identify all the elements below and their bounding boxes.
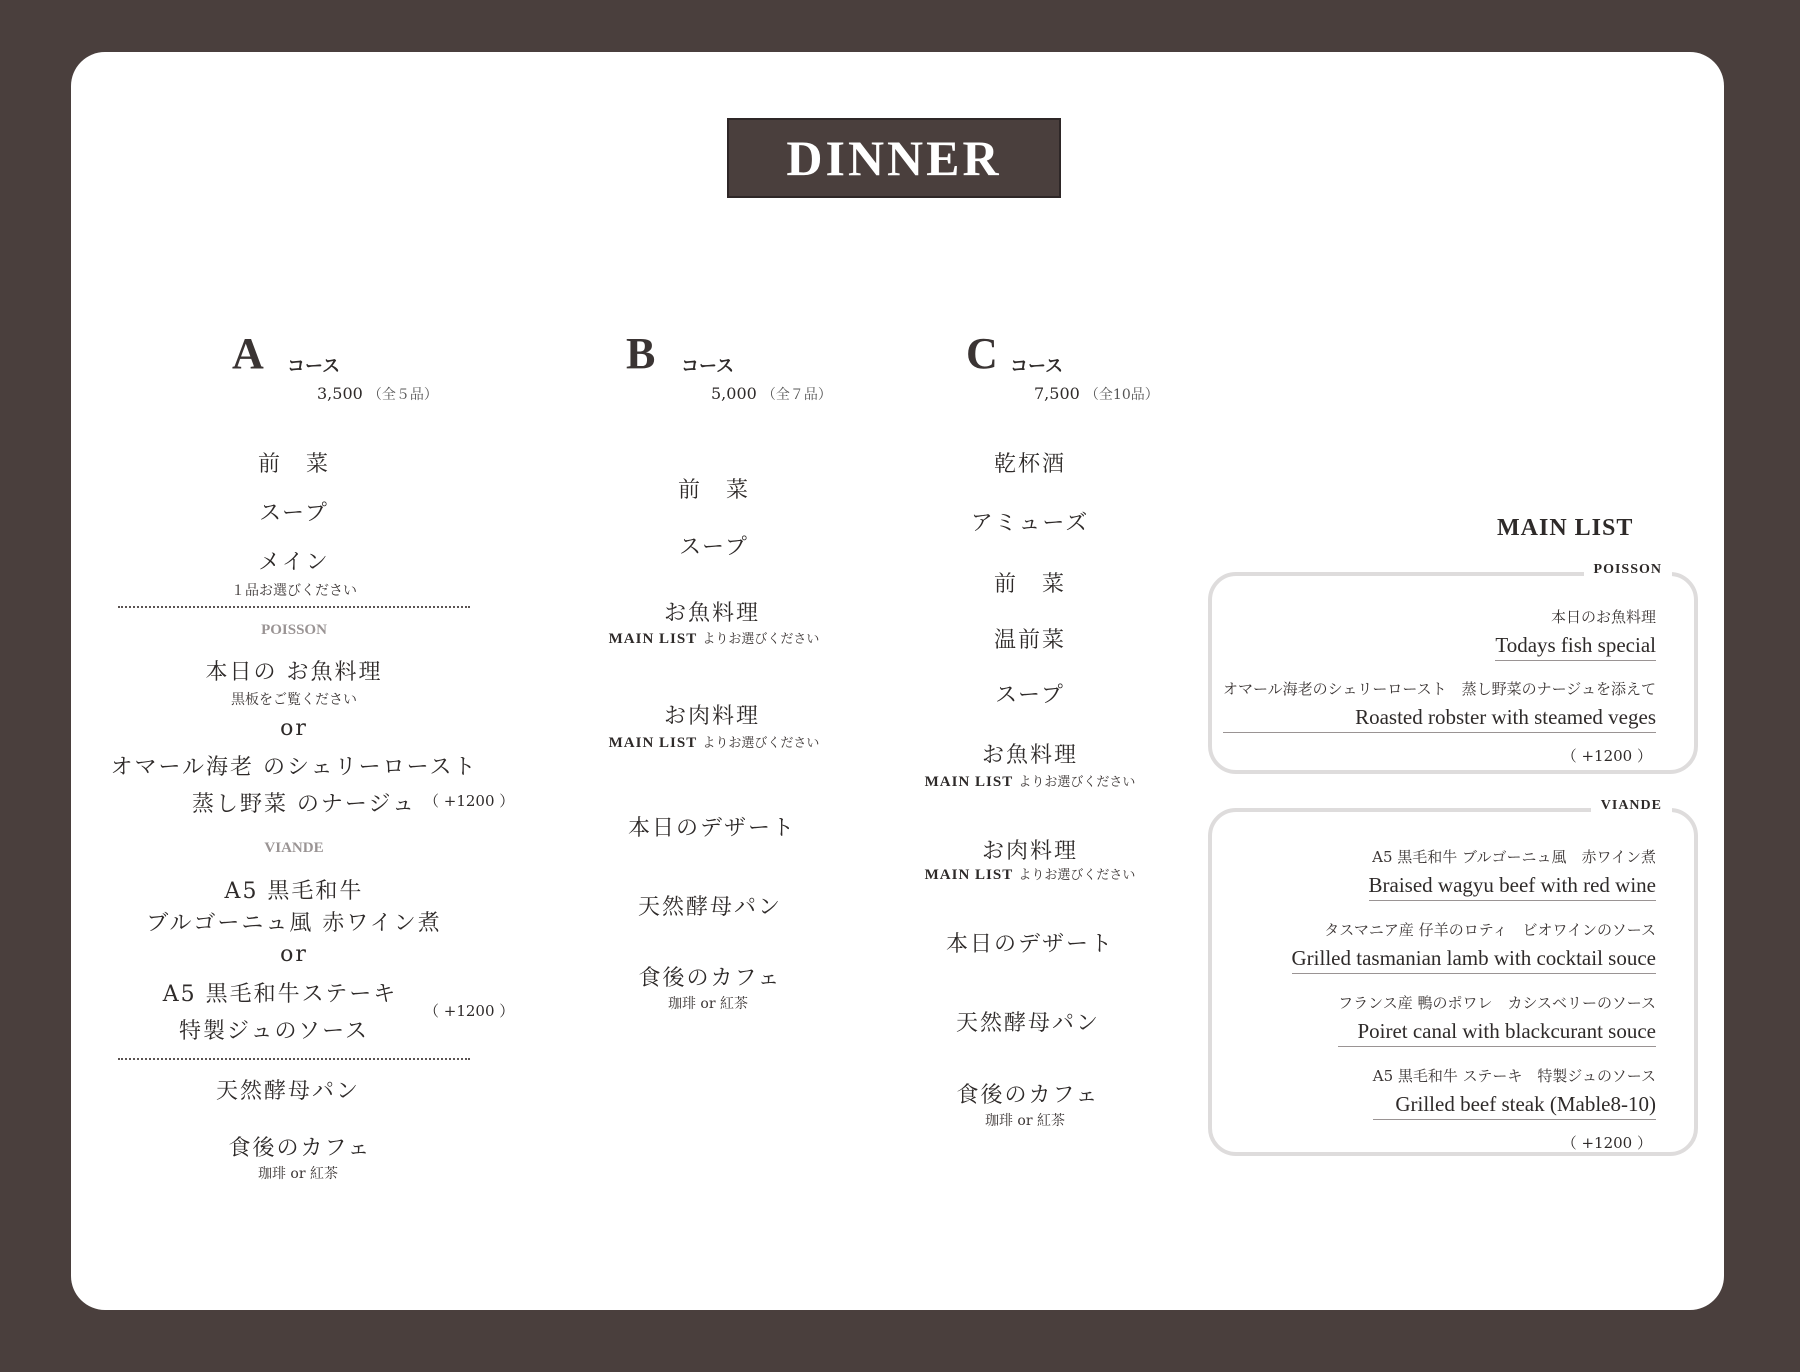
- poisson-item-1-en: Todays fish special: [1495, 633, 1656, 661]
- b-meat-select: [609, 732, 820, 752]
- a-cafe: 食後のカフェ: [228, 1136, 372, 1161]
- viande-item-4-en: Grilled beef steak (Mable8-10): [1373, 1092, 1656, 1120]
- course-b-price: 5,000: [711, 384, 757, 403]
- poisson-box: [1208, 562, 1698, 774]
- b-meat: お肉料理: [663, 704, 761, 729]
- c-toast: 乾杯酒: [993, 452, 1067, 477]
- poisson-item-2-jp: オマール海老のシェリーロースト 蒸し野菜のナージュを添えて: [1222, 680, 1656, 698]
- course-a-letter: A: [232, 329, 264, 378]
- poisson-item-1: [1495, 606, 1656, 661]
- a-divider-top: [118, 606, 470, 608]
- a-lobster-line1: オマール海老 のシェリーロースト: [110, 755, 478, 780]
- a-main: メイン: [258, 550, 330, 575]
- a-lobster-plus: （ +1200 ）: [424, 792, 515, 810]
- a-divider-bottom: [118, 1058, 470, 1060]
- dinner-title-banner: [727, 118, 1061, 198]
- viande-item-1: [1369, 846, 1657, 901]
- a-steak-plus: （ +1200 ）: [424, 1002, 515, 1020]
- c-cafe: 食後のカフェ: [956, 1083, 1100, 1108]
- viande-item-1-en: Braised wagyu beef with red wine: [1369, 873, 1657, 901]
- poisson-item-2: [1223, 678, 1656, 766]
- viande-item-4-jp: A5 黒毛和牛 ステーキ 特製ジュのソース: [1372, 1067, 1656, 1085]
- page-title: DINNER: [786, 130, 1002, 186]
- course-b-letter: B: [626, 329, 656, 378]
- course-c-price-line: [1034, 384, 1159, 404]
- c-soup: スープ: [995, 683, 1065, 708]
- viande-item-3: [1338, 992, 1656, 1047]
- main-list-title: MAIN LIST: [1497, 515, 1634, 541]
- c-zensai: 前 菜: [993, 572, 1067, 597]
- viande-tag: VIANDE: [1591, 798, 1672, 814]
- a-beef-line2: ブルゴーニュ風 赤ワイン煮: [146, 911, 442, 936]
- c-amuse: アミューズ: [970, 511, 1090, 536]
- c-meat-mainlist: MAIN LIST: [924, 867, 1014, 883]
- viande-item-2: [1292, 919, 1656, 974]
- b-soup: スープ: [679, 535, 749, 560]
- viande-item-2-jp: タスマニア産 仔羊のロティ ビオワインのソース: [1324, 921, 1656, 939]
- viande-box: [1208, 798, 1698, 1156]
- poisson-item-2-plus: （ +1200 ）: [1561, 747, 1652, 765]
- course-a-count: （全５品）: [367, 387, 438, 403]
- b-fish-mainlist: MAIN LIST: [608, 631, 698, 647]
- b-meat-mainlist: MAIN LIST: [608, 735, 698, 751]
- a-zensai: 前 菜: [257, 452, 331, 477]
- viande-item-3-jp: フランス産 鴨のポワレ カシスベリーのソース: [1338, 994, 1656, 1012]
- course-a-price: 3,500: [317, 384, 363, 403]
- poisson-item-1-jp: 本日のお魚料理: [1550, 608, 1656, 626]
- c-meat-note: よりお選びください: [1018, 868, 1136, 883]
- a-or-1: or: [280, 716, 308, 741]
- poisson-tag: POISSON: [1584, 562, 1672, 578]
- course-b-price-line: [711, 384, 832, 404]
- b-cafe-note: 珈琲 or 紅茶: [667, 996, 749, 1012]
- a-fish-note: 黒板をご覧ください: [231, 692, 357, 708]
- a-soup: スープ: [259, 501, 329, 526]
- a-poisson-label: POISSON: [261, 622, 327, 638]
- course-c-price: 7,500: [1034, 384, 1080, 403]
- c-fish-note: よりお選びください: [1018, 775, 1136, 790]
- a-steak-line2: 特製ジュのソース: [178, 1019, 370, 1044]
- c-dessert: 本日のデザート: [945, 932, 1115, 957]
- c-fish: お魚料理: [981, 743, 1079, 768]
- a-viande-label: VIANDE: [264, 840, 324, 856]
- viande-item-3-en: Poiret canal with blackcurant souce: [1338, 1019, 1656, 1047]
- c-bread: 天然酵母パン: [955, 1011, 1101, 1036]
- b-bread: 天然酵母パン: [637, 895, 783, 920]
- course-b-count: （全７品）: [761, 387, 832, 403]
- a-bread: 天然酵母パン: [215, 1079, 361, 1104]
- a-or-2: or: [280, 942, 308, 967]
- course-c-letter: C: [966, 329, 998, 378]
- a-fish: 本日の お魚料理: [205, 660, 383, 685]
- course-a-price-line: [317, 384, 438, 404]
- course-a-word: コース: [287, 356, 341, 377]
- c-meat-select: [925, 864, 1136, 884]
- viande-item-4-plus: （ +1200 ）: [1561, 1134, 1652, 1152]
- c-cafe-note: 珈琲 or 紅茶: [984, 1113, 1066, 1129]
- poisson-item-2-en: Roasted robster with steamed veges: [1223, 705, 1656, 733]
- course-c-count: （全10品）: [1084, 387, 1159, 403]
- a-beef-line1: A5 黒毛和牛: [224, 879, 364, 904]
- c-fish-select: [925, 771, 1136, 791]
- a-cafe-note: 珈琲 or 紅茶: [257, 1166, 339, 1182]
- c-meat: お肉料理: [981, 839, 1079, 864]
- b-fish: お魚料理: [663, 601, 761, 626]
- viande-item-4: [1373, 1065, 1656, 1153]
- b-meat-note: よりお選びください: [702, 736, 820, 751]
- viande-item-1-jp: A5 黒毛和牛 ブルゴーニュ風 赤ワイン煮: [1372, 848, 1656, 866]
- c-fish-mainlist: MAIN LIST: [924, 774, 1014, 790]
- b-fish-note: よりお選びください: [702, 632, 820, 647]
- a-main-note: １品お選びください: [231, 583, 357, 599]
- viande-item-2-en: Grilled tasmanian lamb with cocktail souce: [1292, 946, 1656, 974]
- b-fish-select: [609, 628, 820, 648]
- b-dessert: 本日のデザート: [627, 816, 797, 841]
- a-lobster-line2: 蒸し野菜 のナージュ: [191, 792, 417, 817]
- b-cafe: 食後のカフェ: [638, 966, 782, 991]
- c-hot-starter: 温前菜: [993, 628, 1067, 653]
- course-c-word: コース: [1010, 356, 1064, 377]
- b-zensai: 前 菜: [677, 478, 751, 503]
- a-steak-line1: A5 黒毛和牛ステーキ: [162, 982, 398, 1007]
- course-b-word: コース: [681, 356, 735, 377]
